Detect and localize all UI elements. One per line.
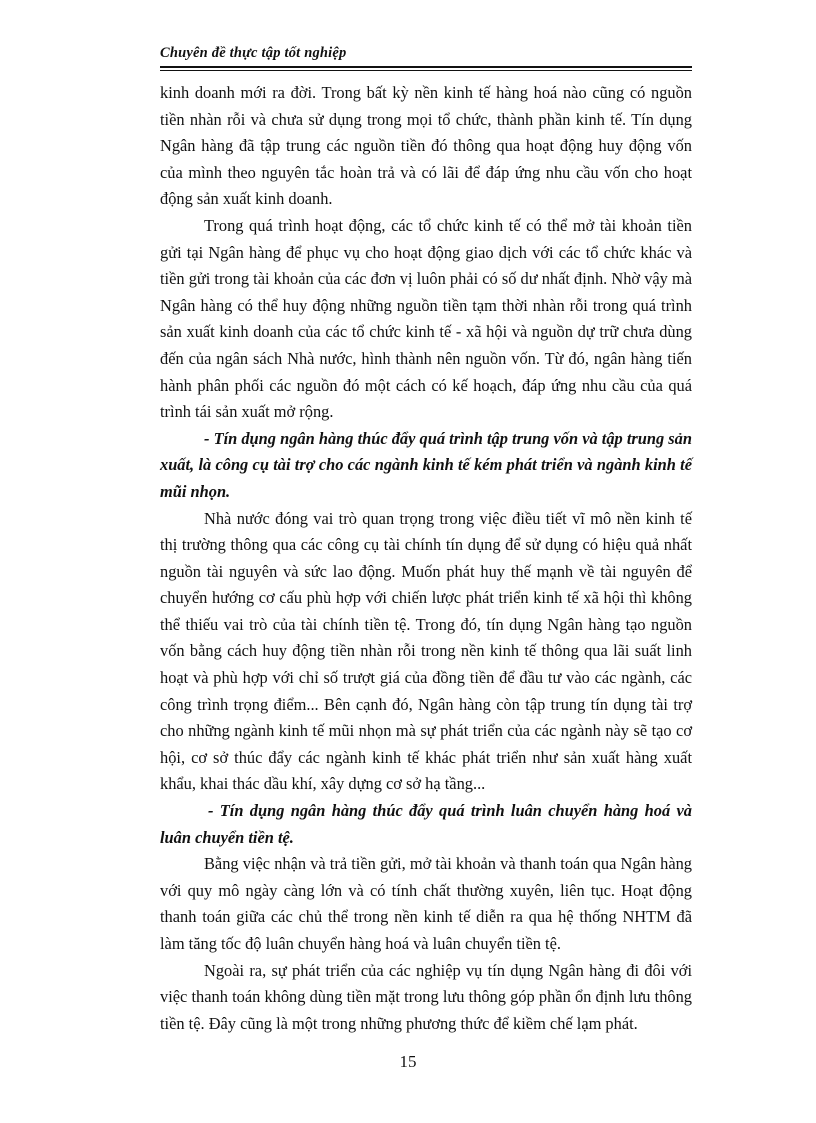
header-rule — [160, 66, 692, 71]
header-title: Chuyên đề thực tập tốt nghiệp — [160, 45, 347, 61]
section-heading-2: - Tín dụng ngân hàng thúc đẩy quá trình luân chuyển hàng hoá và luân chuyển tiền tệ. — [160, 801, 692, 847]
paragraph-3: Nhà nước đóng vai trò quan trọng trong việc điều tiết vĩ mô nền kinh tế thị trường thông qua các công cụ tài chính tín dụng để sử dụng có hiệu quả nhất nguồn tài nguyên và sức lao động. Muốn phát huy thế mạnh về tài nguyên để chuyển hướng cơ cấu phù hợp với chiến lược phát triển kinh tế xã hội thì không thể thiếu vai trò của tài chính tiền tệ. Trong đó, tín dụng Ngân hàng tạo nguồn vốn bằng cách huy động tiền nhàn rỗi trong nền kinh tế thông qua lãi suất linh hoạt và phù hợp với chỉ số trượt giá của đồng tiền để đầu tư vào các ngành, các công trình trọng điểm... Bên cạnh đó, Ngân hàng còn tập trung tín dụng tài trợ cho những ngành kinh tế mũi nhọn mà sự phát triển của các ngành này sẽ tạo cơ hội, cơ sở thúc đẩy các ngành kinh tế khác phát triển như sản xuất hàng xuất khẩu, khai thác dầu khí, xây dựng cơ sở hạ tầng... — [160, 508, 692, 794]
paragraph-4: Bằng việc nhận và trả tiền gửi, mở tài khoản và thanh toán qua Ngân hàng với quy mô ngày càng lớn và có tính chất thường xuyên, liên tục. Hoạt động thanh toán giữa các chủ thể trong nền kinh tế diễn ra qua hệ thống NHTM đã làm tăng tốc độ luân chuyển hàng hoá và luân chuyển tiền tệ. — [160, 854, 692, 953]
document-body — [160, 80, 692, 1037]
paragraph-1: kinh doanh mới ra đời. Trong bất kỳ nền kinh tế hàng hoá nào cũng có nguồn tiền nhàn rỗi và chưa sử dụng trong mọi tổ chức, thành phần kinh tế. Tín dụng Ngân hàng đã tập trung các nguồn tiền đó thông qua hoạt động huy động vốn của mình theo nguyên tắc hoàn trả và có lãi để đáp ứng nhu cầu vốn cho hoạt động sản xuất kinh doanh. — [160, 83, 692, 209]
section-heading-1: - Tín dụng ngân hàng thúc đẩy quá trình tập trung vốn và tập trung sản xuất, là công cụ tài trợ cho các ngành kinh tế kém phát triển và ngành kinh tế mũi nhọn. — [160, 428, 692, 501]
page-header — [160, 44, 692, 71]
paragraph-2: Trong quá trình hoạt động, các tổ chức kinh tế có thể mở tài khoản tiền gửi tại Ngân hàng để phục vụ cho hoạt động giao dịch với các tổ chức khác và tiền gửi trong tài khoản của các đơn vị luôn phải có số dư nhất định. Nhờ vậy mà Ngân hàng có thể huy động những nguồn tiền tạm thời nhàn rỗi trong quá trình sản xuất kinh doanh của các tổ chức kinh tế - xã hội và nguồn dự trữ chưa dùng đến của ngân sách Nhà nước, hình thành nên nguồn vốn. Từ đó, ngân hàng tiến hành phân phối các nguồn đó một cách có kế hoạch, đáp ứng nhu cầu của quá trình tái sản xuất mở rộng. — [160, 215, 692, 422]
paragraph-5: Ngoài ra, sự phát triển của các nghiệp vụ tín dụng Ngân hàng đi đôi với việc thanh toán không dùng tiền mặt trong lưu thông góp phần ổn định lưu thông tiền tệ. Đây cũng là một trong những phương thức để kiềm chế lạm phát. — [160, 960, 692, 1033]
page-number: 15 — [399, 1052, 417, 1071]
